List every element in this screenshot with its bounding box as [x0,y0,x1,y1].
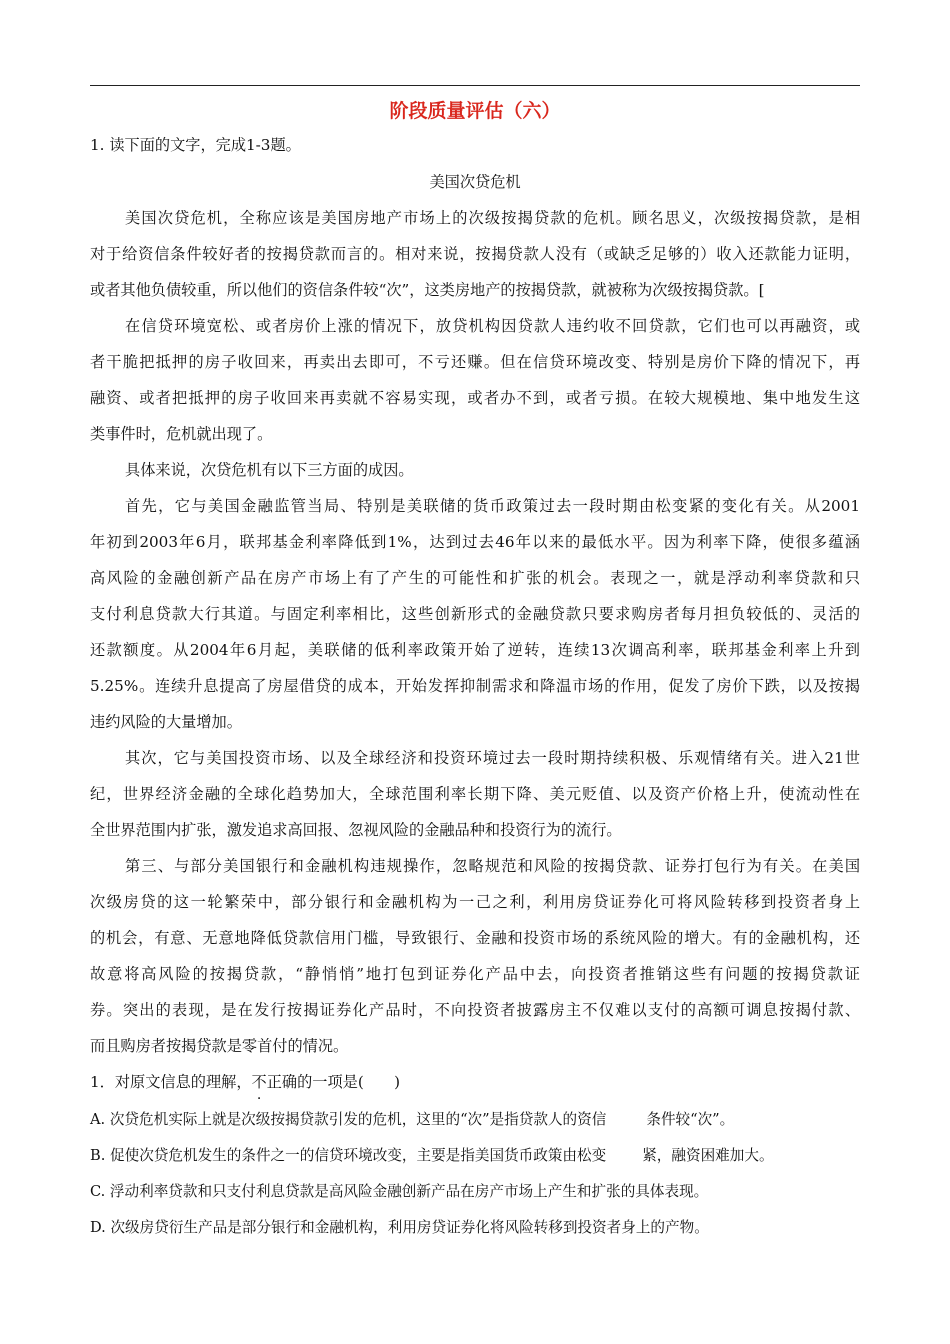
option-a-text-end: 条件较“次”。 [646,1111,735,1128]
paragraph-line: 而且购房者按揭贷款是零首付的情况。 [90,1037,349,1055]
paragraph-line: 故意将高风险的按揭贷款，“静悄悄”地打包到证券化产品中去，向投资者推销这些有问题的按揭贷款证 [90,965,860,983]
option-b-text: B. 促使次贷危机发生的条件之一的信贷环境改变，主要是指美国货币政策由松变 [90,1147,607,1164]
option-c: C. 浮动利率贷款和只支付利息贷款是高风险金融创新产品在房产市场上产生和扩张的具体表现。 [90,1183,709,1200]
paragraph-line: 的机会，有意、无意地降低贷款信用门槛，导致银行、金融和投资市场的系统风险的增大。有的金融机构，还 [90,929,860,947]
paragraph-line: 全世界范围内扩张，激发追求高回报、忽视风险的金融品种和投资行为的流行。 [90,821,622,839]
paragraph-line: 券。突出的表现，是在发行按揭证券化产品时，不向投资者披露房主不仅难以支付的高额可调息按揭付款、 [90,1001,860,1019]
paragraph-line: 违约风险的大量增加。 [90,713,242,731]
article-title: 美国次贷危机 [429,173,521,191]
paragraph-line: 次级房贷的这一轮繁荣中，部分银行和金融机构为一己之利，利用房贷证券化可将风险转移到投资者身上 [90,893,860,911]
top-rule [90,85,860,86]
document-title: 阶段质量评估（六） [389,100,561,122]
paragraph-line: 美国次贷危机，全称应该是美国房地产市场上的次级按揭贷款的危机。顾名思义，次级按揭贷款，是相 [125,209,860,227]
question-intro: 1. 读下面的文字，完成1-3题。 [90,136,301,154]
paragraph-line: 支付利息贷款大行其道。与固定利率相比，这些创新形式的金融贷款只要求购房者每月担负较低的、灵活的 [90,605,860,623]
paragraph-line: 年初到2003年6月，联邦基金利率降低到1%，达到过去46年以来的最低水平。因为利率下降，使很多蕴涵 [90,533,860,551]
paragraph-line: 者干脆把抵押的房子收回来，再卖出去即可，不亏还赚。但在信贷环境改变、特别是房价下降的情况下，再 [90,353,860,371]
option-b-text-end: 紧，融资困难加大。 [642,1147,774,1164]
paragraph-line: 5.25%。连续升息提高了房屋借贷的成本，开始发挥抑制需求和降温市场的作用，促发了房价下跌，以及按揭 [90,677,860,695]
question-stem [90,1070,860,1094]
paragraph-line: 融资、或者把抵押的房子收回来再卖就不容易实现，或者办不到，或者亏损。在较大规模地、集中地发生这 [90,389,860,407]
paragraph-line: 还款额度。从2004年6月起，美联储的低利率政策开始了逆转，连续13次调高利率，联邦基金利率上升到 [90,641,860,659]
option-b [90,1144,774,1168]
paragraph-line: 高风险的金融创新产品在房产市场上有了产生的可能性和扩张的机会。表现之一，就是浮动利率贷款和只 [90,569,860,587]
paragraph-line: 纪，世界经济金融的全球化趋势加大，全球范围利率长期下降、美元贬值、以及资产价格上升，使流动性在 [90,785,860,803]
paragraph-line: 类事件时，危机就出现了。 [90,425,273,443]
paragraph-line: 第三、与部分美国银行和金融机构违规操作，忽略规范和风险的按揭贷款、证券打包行为有关。在美国 [125,857,860,875]
paragraph-line: 在信贷环境宽松、或者房价上涨的情况下，放贷机构因贷款人违约收不回贷款，它们也可以再融资，或 [125,317,860,335]
question-emphasis: 不 [251,1073,267,1091]
paragraph-line: 首先，它与美国金融监管当局、特别是美联储的货币政策过去一段时期由松变紧的变化有关。从2001 [125,497,860,515]
question-stem-prefix: 1．对原文信息的理解， [90,1073,252,1091]
option-a [90,1108,734,1132]
option-d: D. 次级房贷衍生产品是部分银行和金融机构，利用房贷证券化将风险转移到投资者身上的产物。 [90,1219,709,1236]
paragraph-line: 或者其他负债较重，所以他们的资信条件较“次”，这类房地产的按揭贷款，就被称为次级按揭贷款。[ [90,281,765,299]
option-a-text: A. 次贷危机实际上就是次级按揭贷款引发的危机，这里的“次”是指贷款人的资信 [90,1111,607,1128]
question-stem-suffix: 正确的一项是( ) [266,1073,401,1091]
paragraph-line: 对于给资信条件较好者的按揭贷款而言的。相对来说，按揭贷款人没有（或缺乏足够的）收入还款能力证明， [90,245,860,263]
paragraph-line: 其次，它与美国投资市场、以及全球经济和投资环境过去一段时期持续积极、乐观情绪有关。进入21世 [125,749,860,767]
paragraph-line: 具体来说，次贷危机有以下三方面的成因。 [125,461,414,479]
